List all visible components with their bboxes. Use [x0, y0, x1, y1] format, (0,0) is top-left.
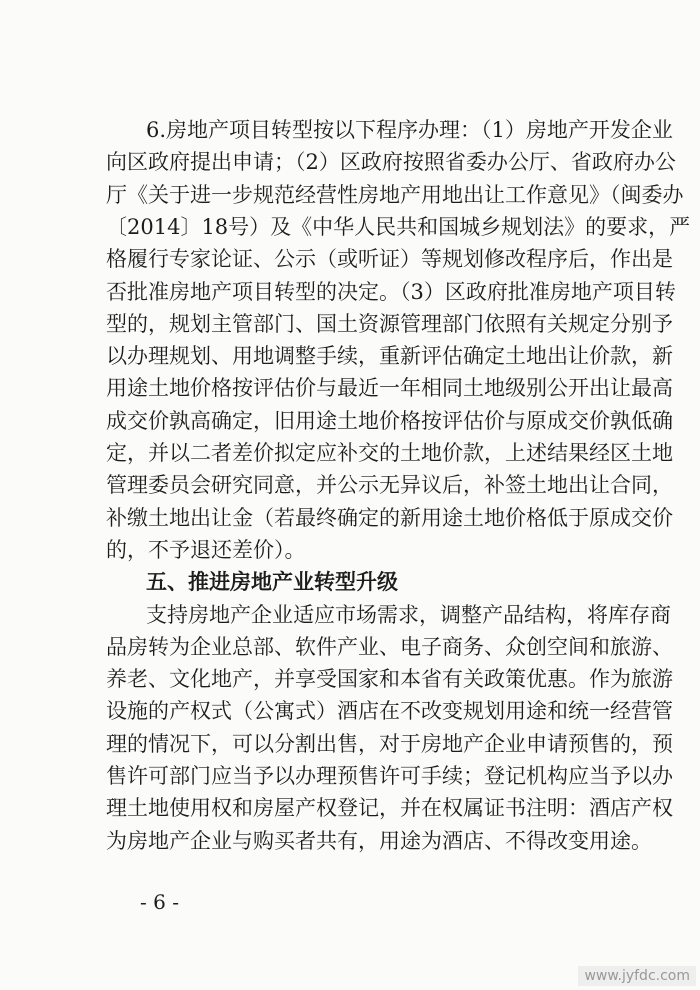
- paragraph-line: 6.房地产项目转型按以下程序办理：（1）房地产开发企业: [146, 118, 673, 142]
- paragraph-line: 格履行专家论证、公示（或听证）等规划修改程序后，作出是: [106, 247, 673, 272]
- paragraph-line: 向区政府提出申请；（2）区政府按照省委办公厅、省政府办公: [106, 150, 676, 175]
- paragraph-line: 否批准房地产项目转型的决定。（3）区政府批准房地产项目转: [106, 279, 676, 304]
- page-number: - 6 -: [140, 890, 179, 914]
- paragraph-line: 理的情况下，可以分割出售，对于房地产企业申请预售的，预: [106, 731, 673, 756]
- paragraph-line: 为房地产企业与购买者共有，用途为酒店、不得改变用途。: [106, 828, 652, 853]
- paragraph-line: 〔2014〕18号）及《中华人民共和国城乡规划法》的要求，严: [106, 214, 691, 239]
- paragraph-line: 养老、文化地产，并享受国家和本省有关政策优惠。作为旅游: [106, 667, 673, 692]
- paragraph-line: 补缴土地出让金（若最终确定的新用途土地价格低于原成交价: [106, 505, 673, 530]
- paragraph-line: 的，不予退还差价）。: [106, 537, 306, 562]
- paragraph-line: 厅《关于进一步规范经营性房地产用地出让工作意见》（闽委办: [106, 182, 684, 207]
- paragraph-line: 定，并以二者差价拟定应补交的土地价款，上述结果经区土地: [106, 441, 673, 465]
- paragraph-line: 支持房地产企业适应市场需求，调整产品结构，将库存商: [146, 602, 671, 627]
- paragraph-line: 用途土地价格按评估价与最近一年相同土地级别公开出让最高: [106, 376, 673, 401]
- section-heading: 五、推进房地产业转型升级: [146, 570, 398, 595]
- watermark: www.jyfdc.com: [578, 966, 696, 986]
- paragraph-line: 售许可部门应当予以办理预售许可手续；登记机构应当予以办: [106, 764, 673, 788]
- paragraph-line: 成交价孰高确定，旧用途土地价格按评估价与原成交价孰低确: [106, 408, 673, 433]
- paragraph-line: 品房转为企业总部、软件产业、电子商务、众创空间和旅游、: [106, 634, 673, 659]
- paragraph-line: 以办理规划、用地调整手续，重新评估确定土地出让价款，新: [106, 344, 673, 369]
- paragraph-line: 设施的产权式（公寓式）酒店在不改变规划用途和统一经营管: [106, 699, 673, 724]
- paragraph-line: 型的，规划主管部门、国土资源管理部门依照有关规定分别予: [106, 311, 673, 336]
- paragraph-line: 理土地使用权和房屋产权登记，并在权属证书注明：酒店产权: [106, 796, 673, 821]
- paragraph-line: 管理委员会研究同意，并公示无异议后，补签土地出让合同，: [106, 473, 673, 498]
